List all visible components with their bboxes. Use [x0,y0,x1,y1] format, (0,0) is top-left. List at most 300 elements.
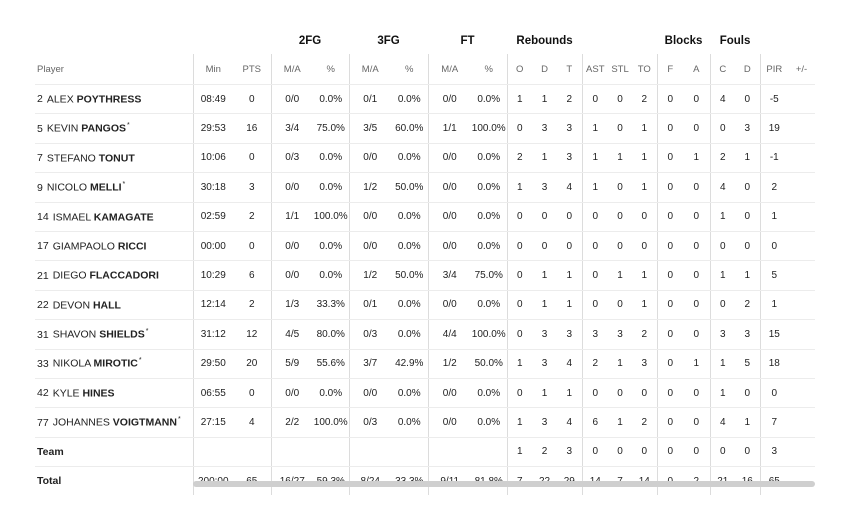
player-first-name[interactable]: GIAMPAOLO [52,240,115,253]
cell-blk-a: 1 [683,349,710,378]
cell-to: 1 [632,290,657,319]
cell-foul-c: 1 [710,349,735,378]
cell-blk-a: 0 [683,378,710,407]
player-first-name[interactable]: NIKOLA [52,357,91,370]
cell-blk-f: 0 [657,408,683,437]
col-header-plusminus[interactable]: +/- [788,54,815,85]
cell-blk-f: 0 [657,85,683,114]
cell-ast: 2 [582,349,608,378]
team-row [35,437,815,466]
cell-ast: 0 [582,378,608,407]
col-header-2fg-pct[interactable]: % [313,54,349,85]
cell-blk-a: 1 [683,143,710,172]
cell-blk-a: 0 [683,231,710,260]
cell-reb-t: 3 [557,320,582,349]
col-header-foul-d[interactable]: D [735,54,760,85]
cell-foul-d: 3 [735,114,760,143]
col-header-2fg-ma[interactable]: M/A [271,54,313,85]
cell-blk-f: 0 [657,202,683,231]
cell-ast: 0 [582,437,608,466]
cell-blk-f: 0 [657,114,683,143]
cell-foul-d: 0 [735,378,760,407]
cell-blk-a: 0 [683,202,710,231]
col-header-ast[interactable]: AST [582,54,608,85]
cell-reb-o: 1 [507,408,532,437]
cell-reb-d: 0 [532,231,557,260]
col-header-foul-c[interactable]: C [710,54,735,85]
player-last-name[interactable]: HINES [82,387,115,400]
cell-stl: 1 [608,408,632,437]
cell-reb-o: 0 [507,231,532,260]
cell-pir: 0 [760,231,788,260]
cell-blk-a: 0 [683,114,710,143]
cell-plusminus [788,173,815,202]
cell-reb-d: 1 [532,261,557,290]
cell-reb-o: 1 [507,437,532,466]
col-header-min[interactable]: Min [193,54,233,85]
player-row [35,202,815,231]
player-last-name[interactable]: MIROTIC [93,357,138,370]
cell-foul-d: 0 [735,231,760,260]
cell-ft-ma: 1/2 [428,349,471,378]
cell-ft-pct: 0.0% [471,290,507,319]
player-number: 33 [37,357,49,370]
total-label: Total [37,475,62,488]
player-last-name[interactable]: HALL [92,299,121,312]
cell-plusminus [788,114,815,143]
cell-blk-f: 0 [657,349,683,378]
group-header-2fg: 2FG [298,35,322,47]
cell-blk-f: 0 [657,261,683,290]
cell-reb-o: 1 [507,173,532,202]
cell-threefg-ma: 0/1 [349,290,391,319]
cell-pir: 7 [760,408,788,437]
cell-foul-c: 0 [710,290,735,319]
cell-ft-ma: 0/0 [428,378,471,407]
cell-ft-pct [471,437,507,466]
cell-ft-pct: 50.0% [471,349,507,378]
cell-foul-d: 0 [735,437,760,466]
cell-reb-o: 1 [507,85,532,114]
cell-blk-a: 0 [683,85,710,114]
cell-twofg-ma: 0/0 [271,231,313,260]
cell-blk-a: 0 [683,290,710,319]
group-header-rebounds: Rebounds [516,35,573,47]
cell-min: 27:15 [193,408,233,437]
cell-twofg-ma: 0/3 [271,143,313,172]
player-last-name[interactable]: KAMAGATE [93,211,154,223]
player-number: 22 [37,299,49,312]
cell-foul-c: 0 [710,437,735,466]
player-row [35,349,815,378]
cell-pts: 16 [233,114,271,143]
cell-twofg-pct: 0.0% [313,261,349,290]
cell-pir: 5 [760,261,788,290]
cell-blk-f: 0 [657,143,683,172]
cell-threefg-pct: 0.0% [391,202,428,231]
player-row [35,173,815,202]
cell-to: 2 [632,408,657,437]
col-header-3fg-pct[interactable]: % [391,54,428,85]
cell-stl: 1 [608,349,632,378]
cell-threefg-pct: 0.0% [391,143,428,172]
cell-stl: 0 [608,85,632,114]
cell-ft-ma: 0/0 [428,202,471,231]
player-last-name[interactable]: VOIGTMANN [112,416,177,429]
cell-min: 02:59 [193,202,233,231]
cell-to: 2 [632,85,657,114]
group-header-pir [760,28,815,54]
cell-ast: 1 [582,173,608,202]
player-last-name[interactable]: POYTHRESS [76,93,142,106]
cell-stl: 0 [608,290,632,319]
cell-to: 1 [632,173,657,202]
cell-to: 0 [632,202,657,231]
col-header-stl[interactable]: STL [608,54,632,85]
cell-blk-f: 0 [657,290,683,319]
cell-threefg-pct: 0.0% [391,85,428,114]
starter-marker: * [127,122,130,130]
horizontal-scrollbar[interactable] [193,481,815,487]
player-row [35,143,815,172]
cell-twofg-ma: 5/9 [271,349,313,378]
player-first-name[interactable]: DEVON [52,299,91,312]
player-row [35,231,815,260]
player-first-name[interactable]: KYLE [52,387,80,400]
cell-stl: 0 [608,202,632,231]
cell-foul-d: 5 [735,349,760,378]
cell-plusminus [788,290,815,319]
player-name-cell [35,378,193,407]
cell-twofg-pct: 0.0% [313,173,349,202]
cell-min: 29:53 [193,114,233,143]
col-header-player[interactable]: Player [35,54,193,85]
cell-twofg-pct: 100.0% [313,202,349,231]
player-first-name[interactable]: JOHANNES [52,416,110,429]
player-name-cell [35,290,193,319]
player-first-name[interactable]: NICOLO [46,181,88,194]
cell-blk-f: 0 [657,378,683,407]
cell-ast: 0 [582,290,608,319]
player-number: 14 [37,211,49,223]
cell-ft-pct: 75.0% [471,261,507,290]
player-last-name[interactable]: PANGOS [81,122,127,135]
group-header-3fg: 3FG [377,35,400,47]
cell-min: 08:49 [193,85,233,114]
cell-ast: 0 [582,231,608,260]
cell-twofg-ma: 0/0 [271,261,313,290]
cell-reb-t: 3 [557,437,582,466]
group-header-ft: FT [460,35,475,47]
cell-twofg-ma: 0/0 [271,173,313,202]
cell-twofg-pct: 0.0% [313,378,349,407]
cell-blk-f: 0 [657,437,683,466]
cell-to: 3 [632,349,657,378]
player-name-cell [35,320,193,349]
cell-twofg-ma: 1/1 [271,202,313,231]
cell-reb-o: 2 [507,143,532,172]
cell-ft-pct: 0.0% [471,143,507,172]
player-row [35,320,815,349]
cell-threefg-pct [391,437,428,466]
cell-min: 00:00 [193,231,233,260]
group-header-fouls: Fouls [719,35,751,47]
player-first-name[interactable]: SHAVON [52,328,97,341]
cell-pir: 3 [760,437,788,466]
cell-reb-t: 2 [557,85,582,114]
col-header-blk-a[interactable]: A [683,54,710,85]
cell-reb-t: 0 [557,202,582,231]
cell-ast: 6 [582,408,608,437]
player-number: 42 [37,387,49,400]
player-last-name[interactable]: MELLI [90,181,122,194]
cell-ft-ma: 1/1 [428,114,471,143]
player-first-name[interactable]: ALEX [46,93,74,106]
player-row [35,408,815,437]
cell-min: 10:06 [193,143,233,172]
cell-twofg-pct: 75.0% [313,114,349,143]
cell-pts: 2 [233,290,271,319]
cell-threefg-ma: 0/0 [349,231,391,260]
player-name-cell [35,231,193,260]
cell-twofg-pct: 33.3% [313,290,349,319]
cell-min: 12:14 [193,290,233,319]
cell-foul-c: 1 [710,202,735,231]
cell-reb-t: 1 [557,261,582,290]
col-header-3fg-ma[interactable]: M/A [349,54,391,85]
starter-marker: * [122,181,126,189]
cell-reb-d: 0 [532,202,557,231]
cell-ast: 0 [582,261,608,290]
group-header-player [35,28,193,54]
cell-threefg-pct: 0.0% [391,378,428,407]
cell-ft-pct: 100.0% [471,320,507,349]
cell-pir: 0 [760,378,788,407]
cell-reb-o: 0 [507,261,532,290]
col-header-to[interactable]: TO [632,54,657,85]
cell-blk-a: 0 [683,261,710,290]
cell-foul-c: 4 [710,85,735,114]
cell-reb-d: 1 [532,85,557,114]
player-name-cell [35,349,193,378]
cell-twofg-pct: 100.0% [313,408,349,437]
cell-stl: 0 [608,114,632,143]
cell-foul-c: 3 [710,320,735,349]
col-header-reb-t[interactable]: T [557,54,582,85]
cell-plusminus [788,202,815,231]
cell-reb-d: 1 [532,378,557,407]
starter-marker: * [177,416,181,424]
cell-pts: 4 [233,408,271,437]
cell-pir: 1 [760,202,788,231]
cell-reb-t: 4 [557,349,582,378]
cell-twofg-pct: 0.0% [313,143,349,172]
player-name-cell [35,408,193,437]
cell-ft-ma [428,437,471,466]
cell-ft-pct: 0.0% [471,378,507,407]
cell-reb-t: 3 [557,143,582,172]
cell-stl: 3 [608,320,632,349]
cell-to: 2 [632,320,657,349]
player-first-name[interactable]: ISMAEL [52,211,91,223]
cell-reb-d: 3 [532,349,557,378]
cell-ft-ma: 3/4 [428,261,471,290]
cell-foul-d: 0 [735,202,760,231]
cell-foul-c: 0 [710,231,735,260]
cell-threefg-ma [349,437,391,466]
cell-foul-c: 0 [710,114,735,143]
cell-pts: 6 [233,261,271,290]
cell-reb-d: 3 [532,114,557,143]
cell-threefg-pct: 60.0% [391,114,428,143]
cell-reb-o: 0 [507,320,532,349]
cell-ast: 1 [582,114,608,143]
cell-pts: 3 [233,173,271,202]
cell-plusminus [788,261,815,290]
cell-min: 30:18 [193,173,233,202]
player-number: 5 [37,122,43,135]
cell-pir: -5 [760,85,788,114]
player-number: 21 [37,269,49,282]
cell-pts: 12 [233,320,271,349]
cell-threefg-ma: 0/0 [349,202,391,231]
cell-twofg-ma: 0/0 [271,378,313,407]
cell-pts: 0 [233,143,271,172]
cell-reb-t: 0 [557,231,582,260]
col-header-ft-pct[interactable]: % [471,54,507,85]
cell-ft-pct: 0.0% [471,202,507,231]
cell-foul-d: 0 [735,85,760,114]
col-header-reb-o[interactable]: O [507,54,532,85]
cell-threefg-pct: 50.0% [391,261,428,290]
col-header-reb-d[interactable]: D [532,54,557,85]
team-label: Team [35,437,193,466]
cell-plusminus [788,408,815,437]
cell-twofg-ma: 1/3 [271,290,313,319]
cell-plusminus [788,349,815,378]
cell-stl: 0 [608,231,632,260]
cell-twofg-pct: 80.0% [313,320,349,349]
cell-plusminus [788,437,815,466]
cell-twofg-ma: 4/5 [271,320,313,349]
cell-to: 0 [632,378,657,407]
cell-blk-a: 0 [683,173,710,202]
player-row [35,261,815,290]
cell-threefg-ma: 3/7 [349,349,391,378]
cell-pts [233,437,271,466]
player-last-name[interactable]: SHIELDS [99,328,145,341]
cell-ast: 0 [582,202,608,231]
cell-ft-ma: 0/0 [428,408,471,437]
player-name-cell [35,173,193,202]
player-last-name[interactable]: TONUT [98,152,135,165]
player-first-name[interactable]: KEVIN [46,122,79,135]
cell-threefg-pct: 0.0% [391,408,428,437]
player-number: 9 [37,181,43,194]
column-header-row [35,54,815,85]
cell-ft-pct: 0.0% [471,173,507,202]
cell-ft-ma: 0/0 [428,173,471,202]
player-name-cell [35,143,193,172]
cell-to: 1 [632,143,657,172]
player-first-name[interactable]: STEFANO [46,152,96,165]
group-header-min [193,28,233,54]
player-number: 7 [37,152,43,165]
player-number: 77 [37,416,49,429]
cell-min: 10:29 [193,261,233,290]
col-header-pir[interactable]: PIR [760,54,788,85]
cell-blk-a: 0 [683,408,710,437]
cell-reb-o: 0 [507,202,532,231]
cell-foul-c: 4 [710,408,735,437]
cell-reb-o: 0 [507,290,532,319]
cell-foul-d: 0 [735,173,760,202]
player-number: 31 [37,328,49,341]
cell-foul-d: 1 [735,261,760,290]
cell-threefg-ma: 0/1 [349,85,391,114]
cell-min: 31:12 [193,320,233,349]
cell-to: 0 [632,231,657,260]
cell-foul-c: 1 [710,261,735,290]
cell-foul-c: 1 [710,378,735,407]
player-number: 2 [37,93,43,106]
cell-stl: 0 [608,437,632,466]
cell-twofg-ma: 2/2 [271,408,313,437]
cell-ft-pct: 0.0% [471,85,507,114]
cell-pir: 18 [760,349,788,378]
starter-marker: * [138,357,142,365]
cell-blk-f: 0 [657,231,683,260]
cell-to: 1 [632,261,657,290]
cell-min: 06:55 [193,378,233,407]
cell-pir: -1 [760,143,788,172]
cell-twofg-pct [313,437,349,466]
cell-pts: 0 [233,378,271,407]
cell-foul-d: 2 [735,290,760,319]
player-row [35,114,815,143]
player-last-name[interactable]: RICCI [117,240,147,253]
cell-pts: 2 [233,202,271,231]
player-first-name[interactable]: DIEGO [52,269,87,282]
starter-marker: * [145,328,149,336]
cell-reb-d: 3 [532,173,557,202]
cell-pir: 2 [760,173,788,202]
cell-threefg-pct: 50.0% [391,173,428,202]
cell-twofg-pct: 0.0% [313,85,349,114]
player-last-name[interactable]: FLACCADORI [89,269,159,282]
cell-threefg-ma: 0/0 [349,378,391,407]
cell-foul-c: 4 [710,173,735,202]
cell-plusminus [788,320,815,349]
cell-pts: 0 [233,85,271,114]
col-header-blk-f[interactable]: F [657,54,683,85]
col-header-pts[interactable]: PTS [233,54,271,85]
cell-stl: 1 [608,143,632,172]
cell-reb-o: 0 [507,114,532,143]
cell-ft-ma: 0/0 [428,85,471,114]
player-name-cell [35,202,193,231]
cell-blk-a: 0 [683,437,710,466]
cell-threefg-ma: 0/3 [349,320,391,349]
cell-reb-t: 1 [557,290,582,319]
cell-reb-t: 1 [557,378,582,407]
cell-twofg-ma: 3/4 [271,114,313,143]
cell-stl: 0 [608,173,632,202]
cell-pts: 20 [233,349,271,378]
player-name-cell [35,261,193,290]
group-header-row [35,28,815,54]
col-header-ft-ma[interactable]: M/A [428,54,471,85]
